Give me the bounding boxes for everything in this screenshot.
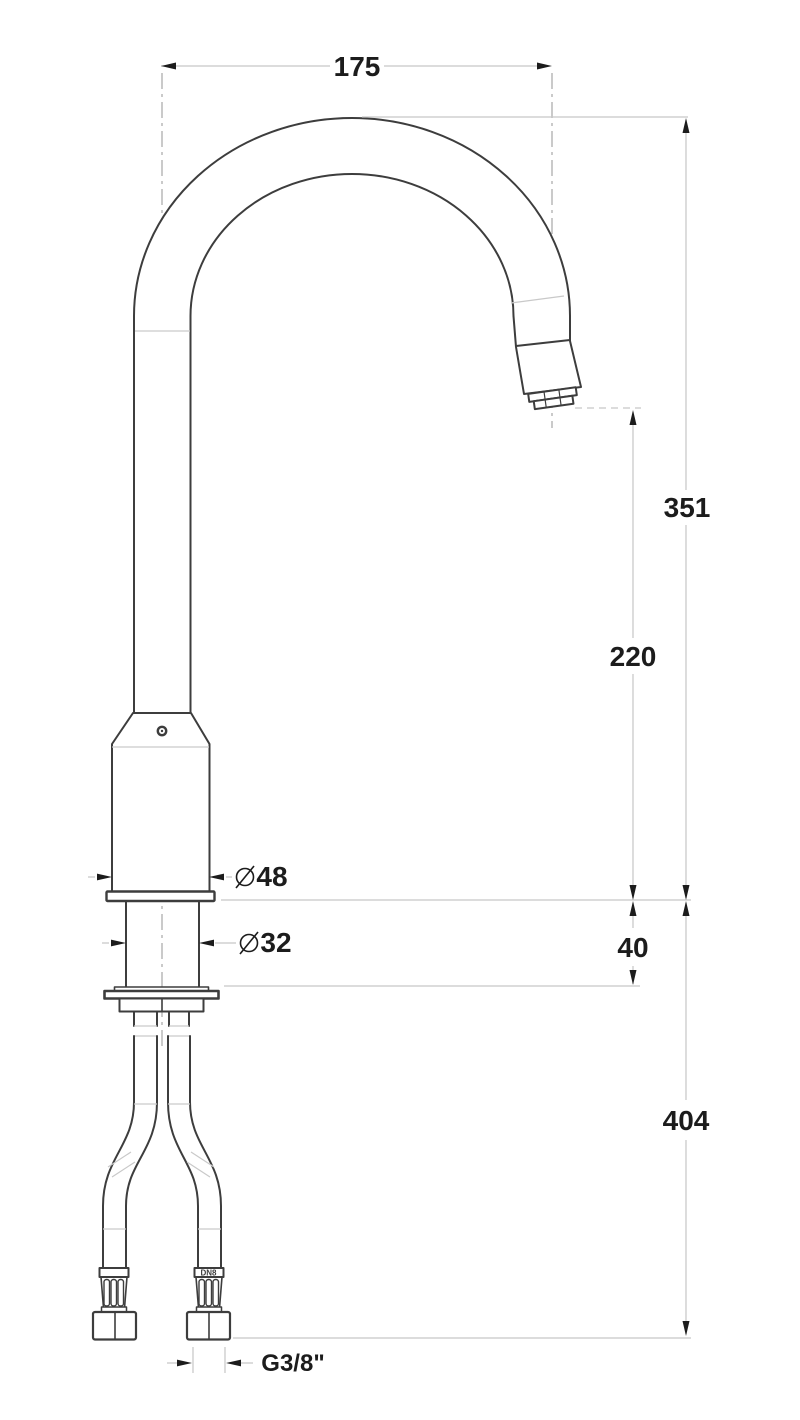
left-crimp-collar <box>100 1268 129 1277</box>
top-flange <box>107 892 215 902</box>
arrow-up-icon <box>683 118 690 133</box>
dim-shank-diameter <box>102 927 292 958</box>
right-braid-rib <box>199 1280 205 1307</box>
arrow-down-icon <box>683 885 690 900</box>
dim-deck-thickness <box>617 901 648 985</box>
right-braid-rib <box>206 1280 212 1307</box>
dim-shank-diameter-label: 32 <box>260 927 292 958</box>
arrow-left-icon <box>161 63 176 70</box>
spout-silhouette <box>134 118 581 713</box>
dim-spout-height <box>664 118 711 900</box>
arrow-right-icon <box>111 940 126 947</box>
arrow-left-icon <box>199 940 214 947</box>
left-braid-rib <box>118 1280 124 1307</box>
dim-deck-thickness-label: 40 <box>617 932 649 963</box>
left-hose-outer <box>103 1036 134 1268</box>
arrow-up-icon <box>683 901 690 916</box>
hose-segment-ticks <box>103 1104 221 1229</box>
left-braid-rib <box>111 1280 117 1307</box>
right-hose-outer <box>190 1036 221 1268</box>
arrow-right-icon <box>177 1360 192 1367</box>
dim-hose-length-label: 404 <box>662 1105 710 1136</box>
arrow-down-icon <box>630 885 637 900</box>
left-braid-rib <box>104 1280 110 1307</box>
dim-spout-height-label: 351 <box>663 492 711 523</box>
ext-lines <box>193 1347 225 1373</box>
set-screw-dot <box>161 730 163 732</box>
dim-spout-width-label: 175 <box>333 51 381 82</box>
dim-outlet-height <box>610 410 657 900</box>
arrow-left-icon <box>226 1360 241 1367</box>
faucet-outline <box>93 118 581 1340</box>
right-connector <box>187 1268 230 1340</box>
dim-thread-size-label: G3/8" <box>261 1350 325 1377</box>
extension-lines <box>221 117 691 1338</box>
diameter-icon <box>236 866 254 888</box>
arrow-right-icon <box>97 874 112 881</box>
hose-marking-label: DN8 <box>200 1268 217 1278</box>
diameter-icon <box>240 932 258 954</box>
arrow-up-icon <box>630 410 637 425</box>
dim-thread-size <box>167 1347 325 1377</box>
arrow-down-icon <box>683 1321 690 1336</box>
arrow-right-icon <box>537 63 552 70</box>
dim-outlet-height-label: 220 <box>609 641 657 672</box>
dim-hose-length <box>663 901 710 1336</box>
dim-body-diameter-label: 48 <box>256 861 288 892</box>
arrow-down-icon <box>630 970 637 985</box>
right-braid-rib <box>213 1280 219 1307</box>
left-connector <box>93 1268 136 1340</box>
base-flange <box>105 991 219 999</box>
dim-spout-width <box>161 51 552 82</box>
faucet-body <box>112 713 210 892</box>
arrow-up-icon <box>630 901 637 916</box>
supply-hoses <box>103 1036 221 1268</box>
arrow-left-icon <box>209 874 224 881</box>
right-hose-inner <box>168 1036 198 1268</box>
